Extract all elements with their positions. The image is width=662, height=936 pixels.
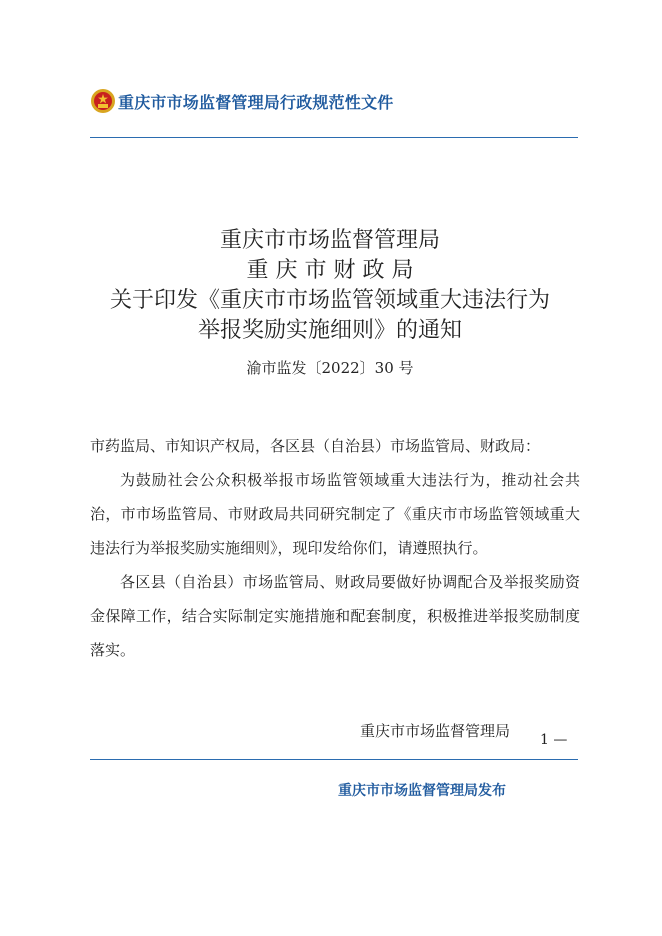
header-title: 重庆市市场监督管理局行政规范性文件 xyxy=(118,92,394,112)
footer-publisher: 重庆市市场监督管理局发布 xyxy=(338,783,506,799)
national-emblem-icon xyxy=(90,88,116,114)
document-body xyxy=(90,429,580,667)
page-number: 1 — xyxy=(540,732,568,748)
document-header xyxy=(90,86,393,116)
header-divider xyxy=(90,137,578,138)
body-paragraph-1: 为鼓励社会公众积极举报市场监管领域重大违法行为，推动社会共治，市市场监管局、市财政局共同研究制定了《重庆市市场监管领域重大违法行为举报奖励实施细则》，现印发给你们，请遵照执行。 xyxy=(90,471,580,557)
footer-divider xyxy=(90,759,578,760)
salutation: 市药监局、市知识产权局，各区县（自治县）市场监管局、财政局： xyxy=(90,437,541,455)
title-line-subject-1: 关于印发《重庆市市场监管领域重大违法行为 xyxy=(109,288,550,313)
document-title xyxy=(80,226,580,346)
title-line-issuer-1: 重庆市市场监督管理局 xyxy=(219,228,440,253)
title-line-subject-2: 举报奖励实施细则》的通知 xyxy=(197,318,462,343)
signature: 重庆市市场监督管理局 xyxy=(360,722,511,740)
title-line-issuer-2: 重 庆 市 财 政 局 xyxy=(246,258,414,283)
body-paragraph-2: 各区县（自治县）市场监管局、财政局要做好协调配合及举报奖励资金保障工作，结合实际制定实施措施和配套制度，积极推进举报奖励制度落实。 xyxy=(90,573,580,659)
document-number: 渝市监发〔2022〕30 号 xyxy=(246,359,414,377)
